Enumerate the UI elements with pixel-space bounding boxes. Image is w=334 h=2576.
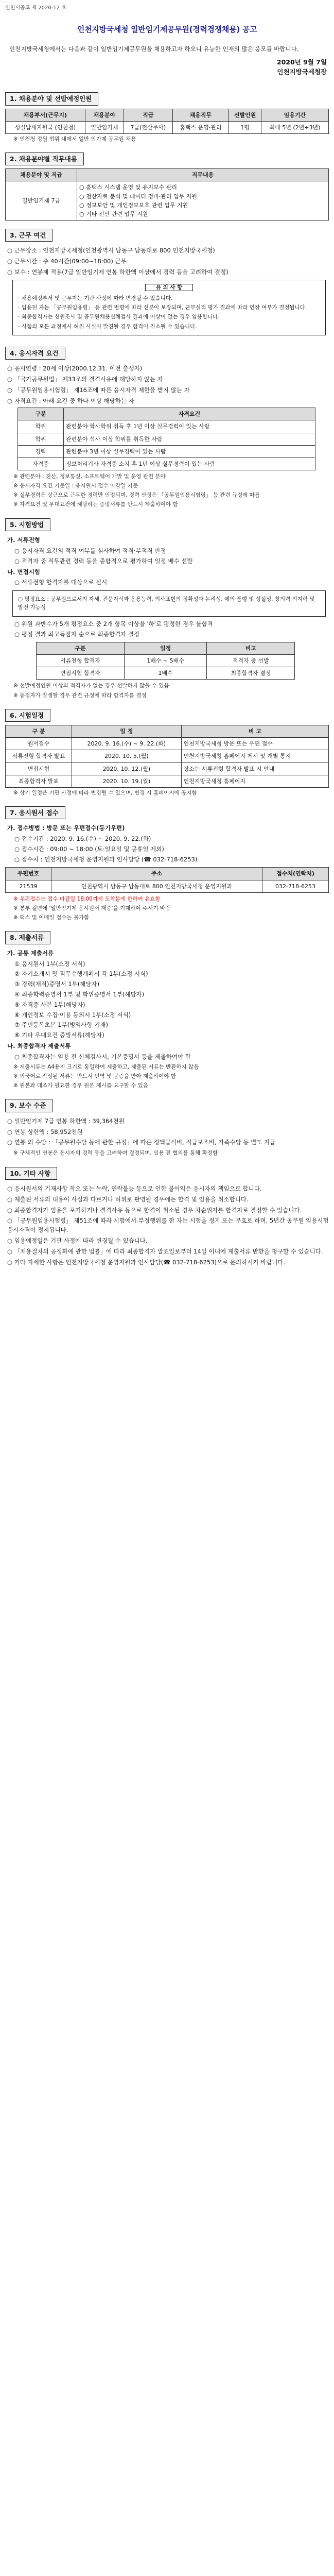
condition-item: ○ 근무시간 : 주 40시간(09:00~18:00) 근무 [7,257,127,265]
notice-date: 2020년 9월 7일 [276,58,327,66]
exam-item: ○ 적격자 중 직무관련 경력 등을 종합적으로 평가하여 일정 배수 선발 [14,557,193,565]
exam-item: ○ 평정 결과 최고득점자 순으로 최종합격자 결정 [14,630,140,638]
table-header: 채용분야 [85,109,124,121]
table-header: 임용기간 [261,109,328,121]
caution-box-title: 유 의 사 항 [145,284,194,291]
section-heading-application: 7. 응시원서 접수 [5,806,65,819]
table-header: 일 정 [72,725,182,738]
section-heading-documents: 8. 제출서류 [5,931,50,944]
exam-subheading: 가. 서류전형 [7,536,40,544]
condition-item: ○ 보수 : 연봉제 적용(7급 일반임기제 연봉 하한액 이상에서 경력 등을 고려하여 결정) [7,268,228,276]
table-cell: 인천지방국세청 홈페이지 [181,775,328,787]
recruitment-note: ※ 인천청 정원 범위 내에서 일반 임기제 공무원 채용 [13,135,136,142]
table-cell: 032-718-6253 [262,880,329,892]
exam-note: ※ 동점자가 발생할 경우 관련 규정에 따라 합격자를 결정 [13,692,147,699]
table-header: 주소 [51,868,262,880]
table-row [6,775,329,787]
documents-note: ※ 원본과 대조가 필요한 경우 원본 제시를 요구할 수 있음 [13,1082,148,1089]
table-cell: 최종합격자 발표 [6,775,72,787]
schedule-note: ※ 상기 일정은 기관 사정에 따라 변경될 수 있으며, 변경 시 홈페이지에 공지함 [13,789,197,796]
table-header: 직급 [124,109,172,121]
table-cell: 1명 [229,121,261,133]
document-item: ⑧ 기타 우대요건 증빙서류(해당자) [14,1031,104,1039]
notice-reference-number: 인천시공고 제 2020-12 호 [5,5,66,11]
caution-line: · 최종합격자는 신원조사 및 공무원채용신체검사 결과에 이상이 없는 경우 임용합니다. [18,314,220,320]
table-cell: 7급(전산주사) [124,121,172,133]
table-cell: 관련분야 학사학위 취득 후 1년 이상 실무경력이 있는 사람 [64,420,315,433]
exam-item: ○ 응시자격 요건의 적격 여부를 심사하여 적격·부적격 판정 [14,547,166,554]
interview-criteria-box [12,590,326,617]
duty-item: ○ 기타 전산 관련 업무 지원 [79,210,148,217]
application-item: ○ 접수처 : 인천지방국세청 운영지원과 인사담당 (☎ 032-718-6253) [14,855,198,863]
document-item: ① 응시원서 1부(소정 서식) [14,960,85,968]
table-row [6,181,329,220]
table-cell: 21539 [6,880,51,892]
table-cell: 2020. 10. 5.(월) [72,750,182,762]
table-cell: 관련분야 3년 이상 실무경력이 있는 사람 [64,445,315,457]
section-heading-other: 10. 기타 사항 [5,1167,57,1180]
salary-item: ○ 일반임기제 7급 연봉 하한액 : 39,364천원 [7,1117,125,1125]
table-header: 우편번호 [6,868,51,880]
table-row [18,445,315,457]
table-cell: 서류전형 합격자 발표 [6,750,72,762]
table-header: 접수처(연락처) [262,868,329,880]
table-cell: 적격자 중 선발 [207,655,295,667]
document-item: ② 자기소개서 및 직무수행계획서 각 1부(소정 서식) [14,970,148,978]
document-item: ③ 경력(재직)증명서 1부(해당자) [14,980,100,988]
duty-item: ○ 홈택스 시스템 운영 및 유지보수 관리 [79,184,177,191]
eligibility-item: ○ 「공무원임용시험령」 제16조에 따른 응시자격 제한을 받지 않는 자 [7,386,190,394]
salary-item: ○ 연봉 상한액 : 58,952천원 [7,1128,83,1136]
table-cell: 성실납세지원국 (인천청) [6,121,85,133]
table-row [18,433,315,445]
table-row [6,121,329,133]
other-item: ○ 제출된 서류의 내용이 사실과 다르거나 허위로 판명될 경우에는 합격 및 임용을 취소합니다. [7,1195,249,1203]
other-item: ○ 기타 자세한 사항은 인천지방국세청 운영지원과 인사담당(☎ 032-718-6253)으로 문의하시기 바랍니다. [7,1258,286,1266]
table-header: 구분 [18,408,64,420]
duties-table [5,168,329,220]
application-subheading: 가. 접수방법 : 방문 또는 우편접수(등기우편) [7,824,125,832]
eligibility-note: ※ 관련분야 : 전산, 정보통신, 소프트웨어 개발 및 운영 관련 분야 [13,473,166,480]
table-cell: 일반임기제 [85,121,124,133]
table-row [18,420,315,433]
application-item: ○ 접수시간 : 09:00 ~ 18:00 (토·일요일 및 공휴일 제외) [14,845,164,853]
application-note: ※ 우편접수는 접수 마감일 18:00까지 도착분에 한하여 유효함 [13,895,161,902]
section-heading-exam-method: 5. 시험방법 [5,518,50,531]
issuing-organization: 인천지방국세청장 [277,67,327,76]
table-cell: 면접시험 [6,762,72,775]
table-header: 채용직무 [172,109,229,121]
table-cell: 학위 [18,433,64,445]
caution-line: · 채용예정부서 및 근무지는 기관 사정에 따라 변경될 수 있습니다. [18,295,173,301]
table-cell: 홈택스 운영·관리 [172,121,229,133]
page-title: 인천지방국세청 일반임기제공무원(경력경쟁채용) 공고 [77,24,257,34]
table-cell: 인천지방국세청 방문 또는 우편 접수 [181,738,328,750]
table-header: 채용분야 및 직급 [6,169,77,181]
section-heading-eligibility: 4. 응시자격 요건 [5,347,65,360]
section-heading-recruitment: 1. 채용분야 및 선발예정인원 [5,92,98,105]
table-cell: 1배수 [124,667,207,680]
section-heading-schedule: 6. 시험일정 [5,709,50,722]
table-row [18,457,315,470]
caution-box [12,280,326,335]
table-header: 직무내용 [77,169,329,181]
document-item: ○ 최종합격자는 임용 전 신체검사서, 기본증명서 등을 제출하여야 함 [14,1053,191,1060]
eligibility-note: ※ 응시자격 요건 기준일 : 응시원서 접수 마감일 기준 [13,482,138,489]
document-item: ⑥ 개인정보 수집·이용 동의서 1부(소정 서식) [14,1011,131,1019]
application-address-table [5,867,329,892]
application-note: ※ 팩스 및 이메일 접수는 불가함 [13,914,90,921]
table-header: 선발인원 [229,109,261,121]
other-item: ○ 「채용절차의 공정화에 관한 법률」에 따라 최종합격자 발표일로부터 14일 이내에 제출서류 반환을 청구할 수 있습니다. [7,1247,323,1255]
table-row [6,880,329,892]
other-item: ○ 「공무원임용시험령」 제51조에 따라 시험에서 부정행위를 한 자는 시험을 정지 또는 무효로 하며, 5년간 공무원 임용시험 응시자격이 정지됩니다. [7,1217,329,1234]
table-header: 채용부서(근무지) [6,109,85,121]
table-cell: 2020. 10. 12.(월) [72,762,182,775]
schedule-table [5,725,329,787]
caution-line: · 임용된 자는 「공무원임용령」 등 관련 법령에 따라 신분이 보장되며, 근무실적 평가 결과에 따라 연장 여부가 결정됩니다. [18,304,307,311]
duty-item: ○ 전산자료 분석 및 데이터 정비·관리 업무 지원 [79,193,197,200]
documents-note: ※ 외국어로 작성된 서류는 반드시 번역 및 공증을 받아 제출하여야 함 [13,1073,177,1079]
section-heading-duties: 2. 채용분야별 직무내용 [5,152,84,165]
table-cell: 학위 [18,420,64,433]
section-heading-salary: 9. 보수 수준 [5,1099,52,1112]
table-row [6,738,329,750]
eligibility-item: ○ 자격요건 : 아래 요건 중 하나 이상 해당하는 자 [7,397,134,404]
documents-subheading: 나. 최종합격자 제출서류 [7,1042,71,1050]
table-cell: 2020. 9. 16.(수) ~ 9. 22.(화) [72,738,182,750]
table-cell: 정보처리기사 자격증 소지 후 1년 이상 실무경력이 있는 사람 [64,457,315,470]
eligibility-table [17,408,315,470]
exam-subheading: 나. 면접시험 [7,568,40,575]
table-cell: 최종합격자 결정 [207,667,295,680]
table-header: 구 분 [6,725,72,738]
application-note: ※ 봉투 겉면에 '일반임기제 응시원서 재중'을 기재하여 주시기 바람 [13,905,170,911]
table-header: 자격요건 [64,408,315,420]
other-item: ○ 응시원서의 기재사항 착오 또는 누락, 연락불능 등으로 인한 불이익은 응시자의 책임으로 합니다. [7,1184,262,1192]
eligibility-note: ※ 실무경력은 상근으로 근무한 경력만 인정되며, 경력 산정은 「공무원임용시험령」 등 관련 규정에 따름 [13,492,260,499]
table-cell: 자격증 [18,457,64,470]
document-item: ⑦ 주민등록초본 1부(병역사항 기재) [14,1021,108,1029]
table-cell: 인천지방국세청 홈페이지 게시 및 개별 통지 [181,750,328,762]
exam-note: ※ 선발예정인원 이상의 적격자가 없는 경우 선발하지 않을 수 있음 [13,683,169,689]
table-row [6,750,329,762]
table-cell: 장소는 서류전형 합격자 발표 시 안내 [181,762,328,775]
application-item: ○ 접수기간 : 2020. 9. 16.(수) ~ 2020. 9. 22.(화) [14,835,151,843]
table-row [37,667,295,680]
intro-text: 인천지방국세청에서는 다음과 같이 일반임기제공무원을 채용하고자 하오니 유능한 인재의 많은 응모를 바랍니다. [9,45,299,53]
eligibility-item: ○ 「국가공무원법」 제33조의 결격사유에 해당하지 않는 자 [7,375,163,383]
table-cell: 경력 [18,445,64,457]
table-cell: 1배수 ~ 5배수 [124,655,207,667]
table-cell: 면접시험 합격자 [37,667,125,680]
other-item: ○ 최종합격자가 임용을 포기하거나 결격사유 등으로 합격이 취소된 경우 차순위자를 합격자로 결정할 수 있습니다. [7,1206,302,1214]
exam-item: ○ 서류전형 합격자를 대상으로 실시 [14,579,108,586]
table-header: 비 고 [181,725,328,738]
eligibility-note: ※ 자격요건 및 우대요건에 해당하는 증빙서류를 반드시 제출하여야 함 [13,501,178,508]
condition-item: ○ 근무장소 : 인천지방국세청(인천광역시 남동구 남동대로 800 인천지방국세청) [7,247,215,255]
other-item: ○ 임용예정일은 기관 사정에 따라 변경될 수 있습니다. [7,1237,148,1244]
documents-note: ※ 제출서류는 A4용지 크기로 통일하여 제출하고, 제출된 서류는 반환하지 않음 [13,1063,199,1070]
announcement-page [5,0,329,1267]
duties-cell [77,181,329,220]
recruitment-table [5,109,329,134]
salary-note: ※ 구체적인 연봉은 응시자의 경력 등을 고려하여 결정되며, 임용 전 협의를 통해 확정함 [13,1150,218,1157]
document-item: ⑤ 자격증 사본 1부(해당자) [14,1001,85,1008]
table-cell: 인천광역시 남동구 남동대로 800 인천지방국세청 운영지원과 [51,880,262,892]
table-cell: 최대 5년 (2년+3년) [261,121,328,133]
table-header: 구분 [37,642,125,655]
table-cell: 2020. 10. 19.(월) [72,775,182,787]
caution-line: · 시험의 모든 과정에서 허위 사실이 발견될 경우 합격이 취소될 수 있습니다. [18,323,197,330]
table-cell: 원서접수 [6,738,72,750]
interview-criteria: ○ 평정요소 : 공무원으로서의 자세, 전문지식과 응용능력, 의사표현의 정확성과 논리성, 예의·품행 및 성실성, 창의력·의지력 및 발전 가능성 [18,596,315,611]
eligibility-item: ○ 응시연령 : 20세 이상(2000.12.31. 이전 출생자) [7,365,143,372]
table-cell: 서류전형 합격자 [37,655,125,667]
section-heading-conditions: 3. 근무 여건 [5,229,52,242]
duty-item: ○ 정보보안 및 개인정보보호 관련 업무 지원 [79,201,188,209]
table-header: 일정 [124,642,207,655]
table-row [37,655,295,667]
documents-subheading: 가. 공통 제출서류 [7,949,54,957]
salary-item: ○ 연봉 외 수당 : 「공무원수당 등에 관한 규정」에 따른 정액급식비, 직급보조비, 가족수당 등 별도 지급 [7,1139,276,1146]
exam-item: ○ 위원 과반수가 5개 평정요소 중 2개 항목 이상을 '하'로 평정한 경우 불합격 [14,620,213,628]
table-cell: 관련분야 석사 이상 학위를 취득한 사람 [64,433,315,445]
table-header: 비고 [207,642,295,655]
table-cell: 일반임기제 7급 [6,181,77,220]
table-row [6,762,329,775]
document-item: ④ 최종학력증명서 1부 및 학위증명서 1부(해당자) [14,991,145,998]
selection-table [36,642,295,680]
